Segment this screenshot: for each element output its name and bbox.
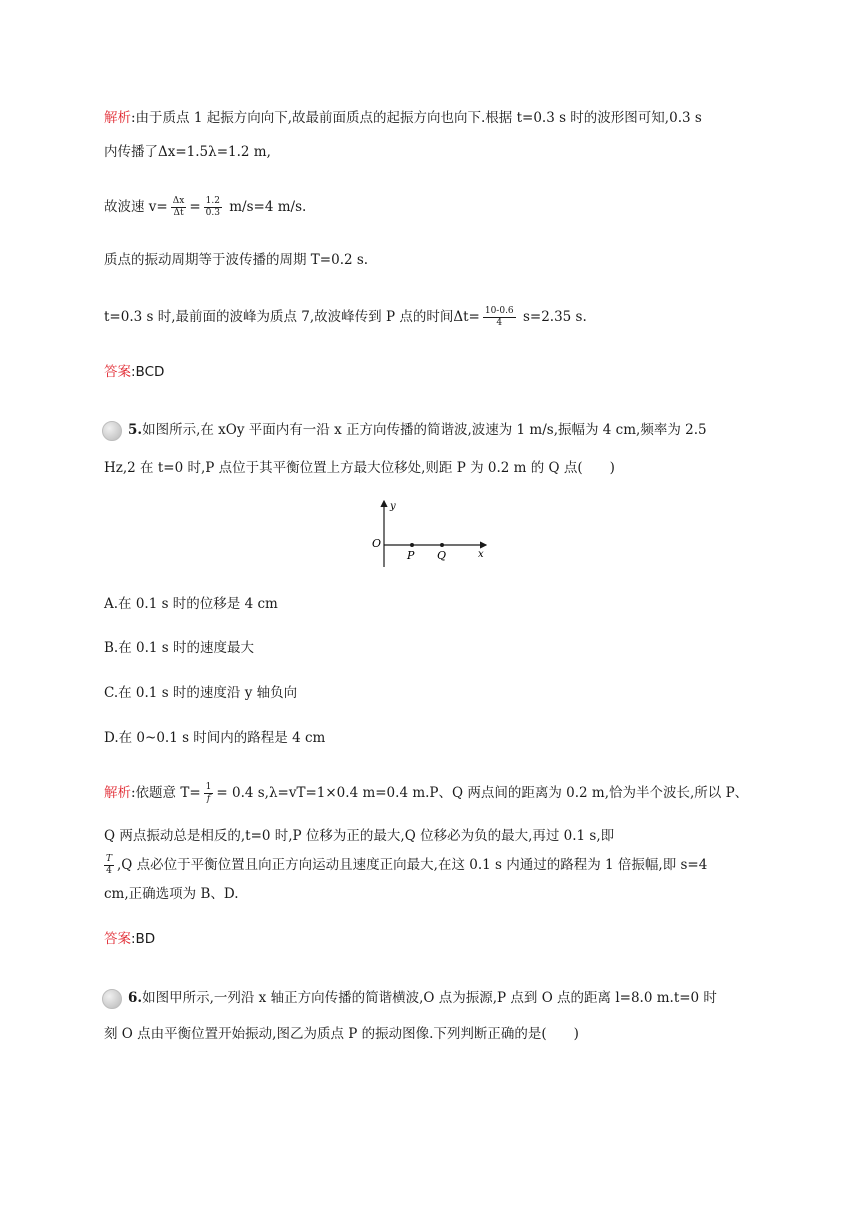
question-badge-icon <box>102 989 122 1009</box>
p-label: P <box>407 549 415 562</box>
option-d: D.在 0~0.1 s 时间内的路程是 4 cm <box>104 730 326 746</box>
analysis-2-text-3: ,Q 点必位于平衡位置且向正方向运动且速度正向最大,在这 0.1 s 内通过的路程为 1 倍振幅,即 s=4 <box>117 857 708 873</box>
fraction-t-over-4 <box>104 854 114 877</box>
wave-axis-diagram <box>370 495 490 570</box>
analysis-1-line-3 <box>104 196 306 219</box>
answer-value: :BCD <box>131 364 165 380</box>
question-5-line-1 <box>104 420 707 441</box>
fraction-denominator: 0.3 <box>205 208 220 218</box>
question-number: 5. <box>128 422 143 438</box>
option-b: B.在 0.1 s 时的速度最大 <box>104 640 254 656</box>
time-result: s=2.35 s. <box>522 309 587 325</box>
fraction-time <box>483 306 516 329</box>
fraction-dx-dt <box>171 196 187 219</box>
answer-2 <box>104 929 155 949</box>
fraction-numerator: Δx <box>172 196 185 206</box>
analysis-2-line-3 <box>104 854 707 877</box>
wave-speed-result: m/s=4 m/s. <box>229 199 307 215</box>
period-prefix: :依题意 T= <box>131 785 201 801</box>
fraction-values <box>204 196 222 219</box>
option-c: C.在 0.1 s 时的速度沿 y 轴负向 <box>104 685 298 701</box>
point-p <box>410 543 414 547</box>
answer-1 <box>104 362 164 382</box>
analysis-2-text: = 0.4 s,λ=vT=1×0.4 m=0.4 m.P、Q 两点间的距离为 0.2 m,恰为半个波长,所以 P、 <box>216 785 749 801</box>
question-6-text: 如图甲所示,一列沿 x 轴正方向传播的简谐横波,O 点为振源,P 点到 O 点的距离 l=8.0 m.t=0 时 <box>142 990 717 1006</box>
answer-label: 答案 <box>104 931 131 947</box>
x-label: x <box>478 549 484 560</box>
question-6-line-2: 刻 O 点由平衡位置开始振动,图乙为质点 P 的振动图像.下列判断正确的是( ) <box>104 1026 579 1042</box>
analysis-1-line-5 <box>104 306 587 329</box>
question-5-text: 如图所示,在 xOy 平面内有一沿 x 正方向传播的简谐波,波速为 1 m/s,振幅为 4 cm,频率为 2.5 <box>142 422 707 438</box>
question-number: 6. <box>128 990 143 1006</box>
origin-label: O <box>372 537 382 550</box>
answer-value: :BD <box>131 931 156 947</box>
fraction-numerator: 1 <box>205 782 212 792</box>
equals-sign: = <box>189 199 201 215</box>
analysis-1-line-4: 质点的振动周期等于波传播的周期 T=0.2 s. <box>104 252 369 268</box>
analysis-2-line-2: Q 两点振动总是相反的,t=0 时,P 位移为正的最大,Q 位移必为负的最大,再过 0.1 s,即 <box>104 828 615 844</box>
question-badge-icon <box>102 421 122 441</box>
fraction-denominator: 4 <box>106 866 112 876</box>
analysis-2-line-4: cm,正确选项为 B、D. <box>104 886 239 902</box>
y-label: y <box>390 501 396 512</box>
fraction-numerator: 10-0.6 <box>484 306 514 316</box>
analysis-label: 解析 <box>104 785 131 801</box>
analysis-1-text: :由于质点 1 起振方向向下,故最前面质点的起振方向也向下.根据 t=0.3 s 时的波形图可知,0.3 s <box>131 110 702 126</box>
fraction-denominator: f <box>206 794 211 804</box>
wave-speed-prefix: 故波速 v= <box>104 199 168 215</box>
analysis-1-line-2: 内传播了Δx=1.5λ=1.2 m, <box>104 144 271 160</box>
analysis-label: 解析 <box>104 110 131 126</box>
answer-label: 答案 <box>104 364 131 380</box>
fraction-numerator: T <box>106 854 113 864</box>
fraction-denominator: 4 <box>496 318 503 328</box>
question-5-line-2: Hz,2 在 t=0 时,P 点位于其平衡位置上方最大位移处,则距 P 为 0.2 m 的 Q 点( ) <box>104 460 615 476</box>
point-q <box>440 543 444 547</box>
analysis-2-line-1 <box>104 782 748 805</box>
analysis-1-line-1 <box>104 108 702 128</box>
option-a: A.在 0.1 s 时的位移是 4 cm <box>104 596 278 612</box>
q-label: Q <box>437 549 447 562</box>
time-prefix: t=0.3 s 时,最前面的波峰为质点 7,故波峰传到 P 点的时间Δt= <box>104 309 480 325</box>
fraction-one-over-f <box>204 782 214 805</box>
question-6-line-1 <box>104 988 717 1009</box>
fraction-denominator: Δt <box>173 208 184 218</box>
fraction-numerator: 1.2 <box>205 196 220 206</box>
